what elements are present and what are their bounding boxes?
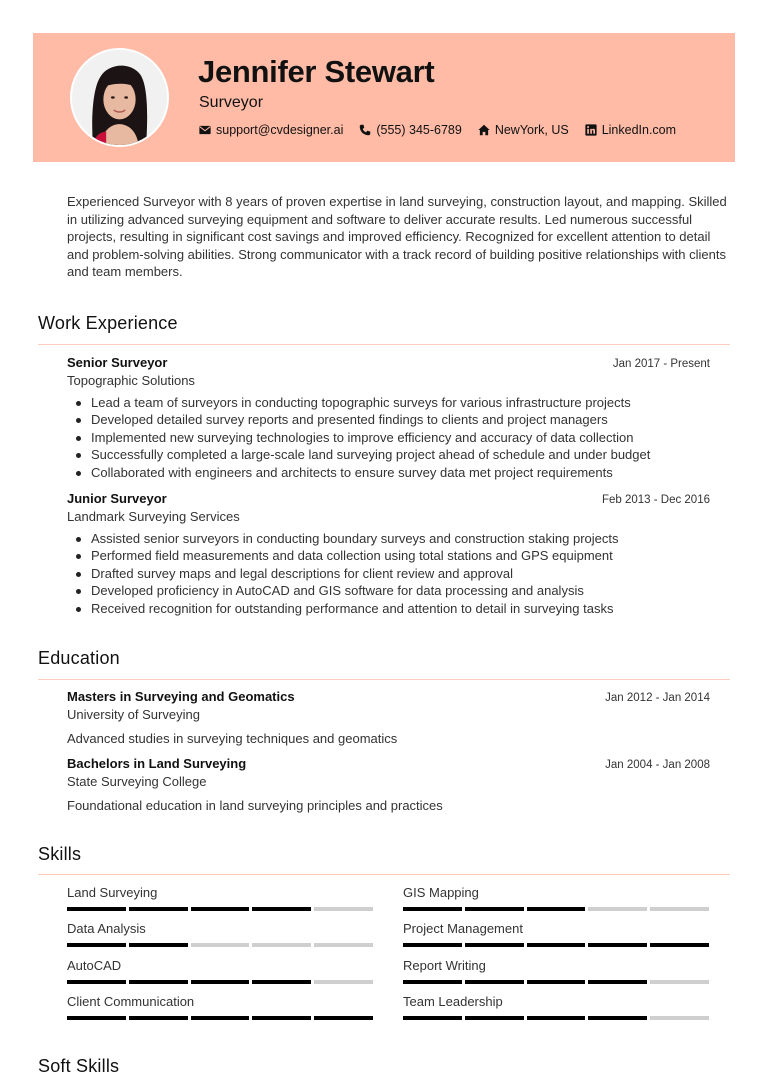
skill-name: Team Leadership xyxy=(403,994,503,1009)
skill-segment-empty xyxy=(314,980,373,984)
job-bullet: Drafted survey maps and legal descriptions for client review and approval xyxy=(67,565,710,582)
skills-heading: Skills xyxy=(38,844,82,864)
home-icon xyxy=(478,124,490,136)
job-bullet: Developed proficiency in AutoCAD and GIS software for data processing and analysis xyxy=(67,582,710,599)
soft-skills-heading: Soft Skills xyxy=(38,1056,120,1076)
contact-linkedin[interactable] xyxy=(585,123,676,137)
skill-segment-filled xyxy=(588,1016,647,1020)
skill-segment-filled xyxy=(588,943,647,947)
skill-name: Land Surveying xyxy=(67,885,158,900)
skill-rating xyxy=(403,907,709,911)
candidate-name: Jennifer Stewart xyxy=(198,54,435,89)
skill-segment-filled xyxy=(67,943,126,947)
linkedin-icon xyxy=(585,124,597,136)
skill-segment-filled xyxy=(129,943,188,947)
job-bullet: Implemented new surveying technologies to improve efficiency and accuracy of data collection xyxy=(67,429,710,446)
skill-name: AutoCAD xyxy=(67,958,122,973)
skill-name: Project Management xyxy=(403,921,523,936)
skill-segment-filled xyxy=(129,1016,188,1020)
job-bullet: Successfully completed a large-scale land surveying project ahead of schedule and under budget xyxy=(67,446,710,463)
skill-rating xyxy=(67,980,373,984)
skill-segment-filled xyxy=(527,1016,586,1020)
skill-name: Client Communication xyxy=(67,994,195,1009)
skill-rating xyxy=(67,1016,373,1020)
job-bullet: Collaborated with engineers and architects to ensure survey data met project requirements xyxy=(67,464,710,481)
skill-segment-filled xyxy=(650,943,709,947)
education-entry xyxy=(67,689,710,746)
skill-segment-filled xyxy=(527,943,586,947)
skill-item xyxy=(67,994,373,1020)
education-description: Advanced studies in surveying techniques and geomatics xyxy=(67,731,398,746)
job-bullet: Developed detailed survey reports and presented findings to clients and project managers xyxy=(67,411,710,428)
job-company: Landmark Surveying Services xyxy=(67,509,240,524)
skill-name: GIS Mapping xyxy=(403,885,479,900)
skill-rating xyxy=(403,1016,709,1020)
contact-phone-text: (555) 345-6789 xyxy=(376,123,462,137)
skill-name: Report Writing xyxy=(403,958,486,973)
contact-location-text: NewYork, US xyxy=(494,123,569,137)
profile-photo xyxy=(70,48,169,147)
skill-rating xyxy=(67,907,373,911)
job-role: Senior Surveyor xyxy=(67,355,168,370)
skill-segment-filled xyxy=(527,907,586,911)
section-divider xyxy=(38,679,730,680)
skill-segment-filled xyxy=(191,1016,250,1020)
education-entry xyxy=(67,756,710,813)
skill-segment-filled xyxy=(465,907,524,911)
skill-segment-filled xyxy=(403,1016,462,1020)
skill-segment-empty xyxy=(314,943,373,947)
skill-segment-empty xyxy=(252,943,311,947)
skill-segment-filled xyxy=(252,1016,311,1020)
skill-segment-filled xyxy=(129,907,188,911)
degree-name: Bachelors in Land Surveying xyxy=(67,756,247,771)
skill-rating xyxy=(403,980,709,984)
job-bullets xyxy=(67,530,710,617)
skill-segment-empty xyxy=(650,1016,709,1020)
skill-segment-empty xyxy=(650,980,709,984)
skill-segment-filled xyxy=(191,980,250,984)
education-dates: Jan 2012 - Jan 2014 xyxy=(605,692,710,704)
contact-email-text: support@cvdesigner.ai xyxy=(216,123,344,137)
job-dates: Feb 2013 - Dec 2016 xyxy=(601,494,710,506)
skill-item xyxy=(403,958,709,984)
work-entry xyxy=(67,491,710,617)
job-bullet: Performed field measurements and data collection using total stations and GPS equipment xyxy=(67,547,710,564)
skill-segment-filled xyxy=(403,943,462,947)
degree-name: Masters in Surveying and Geomatics xyxy=(67,689,295,704)
work-experience-heading: Work Experience xyxy=(38,313,178,333)
skill-segment-filled xyxy=(465,980,524,984)
skill-segment-empty xyxy=(650,907,709,911)
profile-summary: Experienced Surveyor with 8 years of proven expertise in land surveying, construction layout, and mapping. Skilled in utilizing advanced surveying equipment and software to deliver accurate results. Led numerous successful projects, resulting in significant cost savings and improved efficiency. Recognized for excellent attention to detail and problem-solving abilities. Strong communicator with a track record of building positive relationships with clients and team members. xyxy=(67,194,727,279)
school-name: University of Surveying xyxy=(67,707,200,722)
section-divider xyxy=(38,874,730,875)
education-description: Foundational education in land surveying principles and practices xyxy=(67,798,443,813)
contact-list xyxy=(199,123,676,137)
skill-segment-filled xyxy=(465,943,524,947)
contact-linkedin-text: LinkedIn.com xyxy=(601,123,677,137)
skill-item xyxy=(403,994,709,1020)
skill-rating xyxy=(67,943,373,947)
candidate-title: Surveyor xyxy=(199,94,264,111)
job-bullet: Lead a team of surveyors in conducting topographic surveys for various infrastructure projects xyxy=(67,394,710,411)
skill-name: Data Analysis xyxy=(67,921,146,936)
skill-segment-filled xyxy=(527,980,586,984)
skill-segment-filled xyxy=(67,980,126,984)
section-divider xyxy=(38,344,730,345)
skill-segment-empty xyxy=(314,907,373,911)
contact-email[interactable] xyxy=(199,123,343,137)
skill-item xyxy=(67,958,373,984)
work-entry xyxy=(67,355,710,481)
skill-segment-filled xyxy=(67,907,126,911)
skill-segment-filled xyxy=(252,907,311,911)
skill-segment-filled xyxy=(465,1016,524,1020)
skill-segment-filled xyxy=(403,907,462,911)
envelope-icon xyxy=(199,124,211,136)
skill-item xyxy=(67,921,373,947)
school-name: State Surveying College xyxy=(67,774,207,789)
education-dates: Jan 2004 - Jan 2008 xyxy=(605,759,710,771)
skill-segment-filled xyxy=(129,980,188,984)
skill-rating xyxy=(403,943,709,947)
job-company: Topographic Solutions xyxy=(67,373,195,388)
job-bullet: Assisted senior surveyors in conducting boundary surveys and construction staking projects xyxy=(67,530,710,547)
resume-header xyxy=(33,33,735,162)
contact-location xyxy=(478,123,569,137)
skill-item xyxy=(67,885,373,911)
skill-segment-empty xyxy=(191,943,250,947)
phone-icon xyxy=(359,124,371,136)
skill-segment-filled xyxy=(314,1016,373,1020)
skill-segment-filled xyxy=(403,980,462,984)
skill-segment-filled xyxy=(252,980,311,984)
contact-phone[interactable] xyxy=(359,123,461,137)
job-role: Junior Surveyor xyxy=(67,491,167,506)
skill-segment-empty xyxy=(588,907,647,911)
skill-item xyxy=(403,885,709,911)
skill-segment-filled xyxy=(191,907,250,911)
job-bullets xyxy=(67,394,710,481)
profile-photo-image xyxy=(72,50,167,145)
skill-item xyxy=(403,921,709,947)
education-heading: Education xyxy=(38,648,120,668)
job-bullet: Received recognition for outstanding performance and attention to detail in surveying tasks xyxy=(67,600,710,617)
skill-segment-filled xyxy=(588,980,647,984)
skill-segment-filled xyxy=(67,1016,126,1020)
job-dates: Jan 2017 - Present xyxy=(612,358,710,370)
